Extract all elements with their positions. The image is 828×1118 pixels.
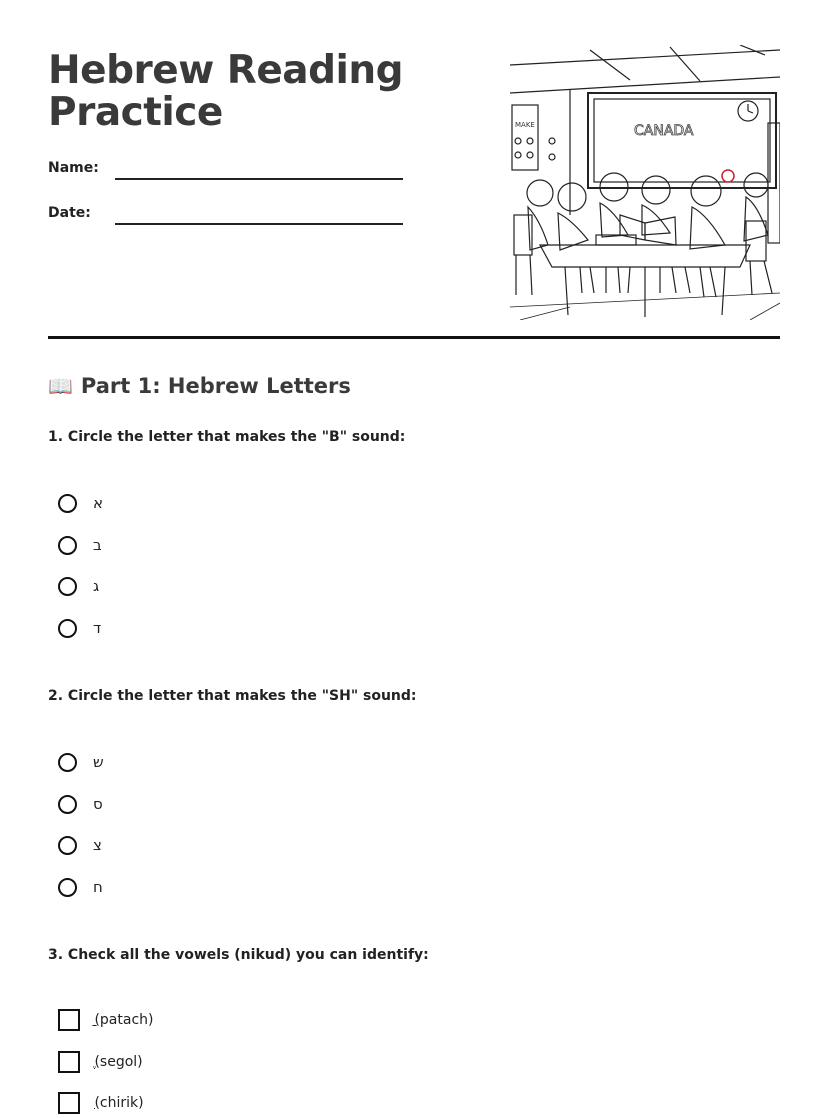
- board-text: CANADA: [634, 123, 694, 139]
- option-letter: ש: [93, 753, 104, 771]
- name-label: Name:: [48, 160, 99, 176]
- vowel-label: ֶ (segol): [90, 1054, 143, 1070]
- q2-option-2[interactable]: [58, 792, 103, 816]
- title-line-2: Practice: [48, 90, 223, 135]
- checkbox[interactable]: [58, 1009, 80, 1031]
- question-3: 3. Check all the vowels (nikud) you can identify:: [48, 947, 429, 963]
- radio-circle[interactable]: [58, 577, 77, 596]
- question-2: 2. Circle the letter that makes the "SH" sound:: [48, 688, 417, 704]
- radio-circle[interactable]: [58, 753, 77, 772]
- worksheet-title: [48, 50, 403, 134]
- q2-option-1[interactable]: [58, 750, 104, 774]
- q1-option-1[interactable]: [58, 491, 103, 515]
- open-book-icon: 📖: [48, 374, 73, 398]
- option-letter: ח: [93, 878, 103, 896]
- option-letter: א: [93, 494, 104, 512]
- name-field[interactable]: [48, 160, 403, 176]
- poster-text: MAKE: [515, 121, 535, 129]
- vowel-label: ַ (patach): [90, 1012, 154, 1028]
- classroom-illustration: [510, 45, 780, 320]
- radio-circle[interactable]: [58, 536, 77, 555]
- option-letter: ס: [93, 795, 103, 813]
- checkbox[interactable]: [58, 1092, 80, 1114]
- date-label: Date:: [48, 205, 91, 221]
- radio-circle[interactable]: [58, 494, 77, 513]
- q3-option-1[interactable]: [58, 1008, 153, 1032]
- q3-option-2[interactable]: [58, 1050, 143, 1074]
- question-1: 1. Circle the letter that makes the "B" sound:: [48, 429, 406, 445]
- q2-option-3[interactable]: [58, 833, 102, 857]
- date-field[interactable]: [48, 205, 403, 221]
- q2-option-4[interactable]: [58, 875, 103, 899]
- q1-option-2[interactable]: [58, 533, 102, 557]
- header-divider: [48, 336, 780, 339]
- option-letter: צ: [93, 836, 102, 854]
- vowel-label: ִ (chirik): [90, 1095, 144, 1111]
- q1-option-4[interactable]: [58, 616, 101, 640]
- name-blank-line[interactable]: [115, 164, 403, 180]
- q3-option-3[interactable]: [58, 1091, 144, 1115]
- option-letter: ג: [93, 577, 100, 595]
- radio-circle[interactable]: [58, 795, 77, 814]
- option-letter: ד: [93, 619, 102, 637]
- radio-circle[interactable]: [58, 836, 77, 855]
- checkbox[interactable]: [58, 1051, 80, 1073]
- radio-circle[interactable]: [58, 878, 77, 897]
- radio-circle[interactable]: [58, 619, 77, 638]
- title-line-1: Hebrew Reading: [48, 48, 404, 93]
- date-blank-line[interactable]: [115, 209, 403, 225]
- part1-title: Part 1: Hebrew Letters: [80, 374, 351, 398]
- option-letter: ב: [93, 536, 102, 554]
- q1-option-3[interactable]: [58, 574, 99, 598]
- part1-heading: [48, 374, 351, 398]
